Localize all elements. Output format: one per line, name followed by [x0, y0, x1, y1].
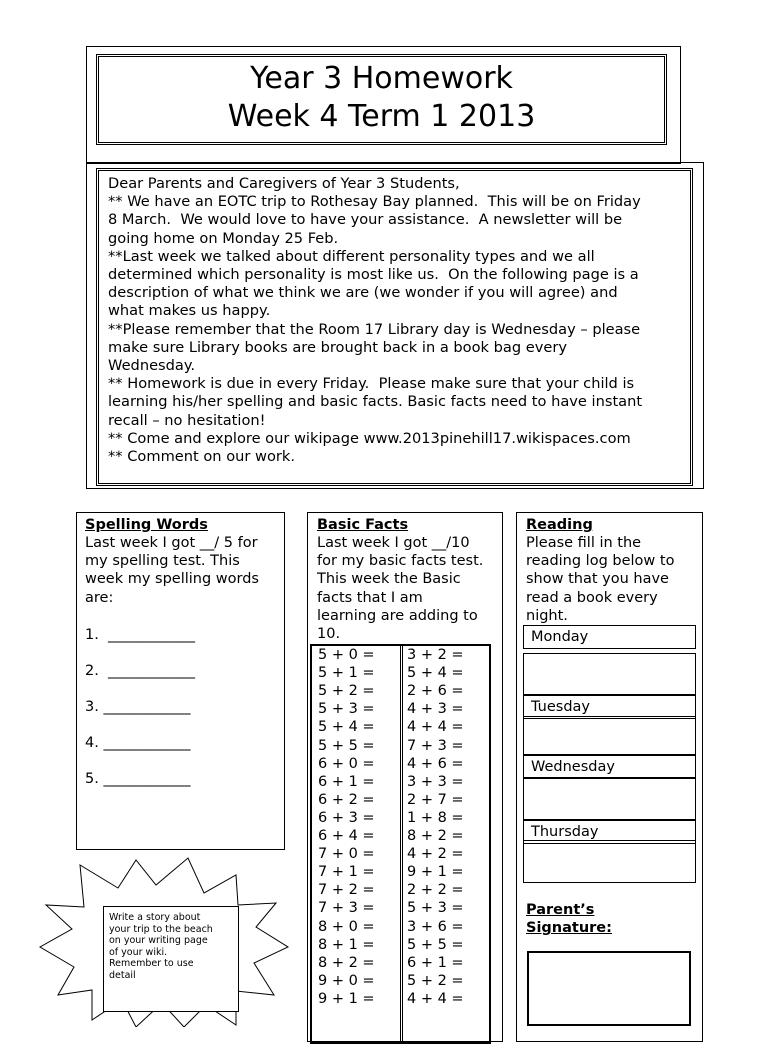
fact-right-2: 5 + 4 =: [407, 665, 464, 682]
reading-log-tuesday[interactable]: [523, 716, 696, 755]
fact-left-15: 7 + 3 =: [318, 900, 375, 917]
reading-day-thursday: Thursday: [523, 820, 696, 844]
page-title: Year 3 Homework: [250, 61, 513, 96]
parent-signature-label: Parent’s Signature:: [526, 902, 612, 937]
fact-left-11: 6 + 4 =: [318, 828, 375, 844]
basic-facts-intro: Last week I got __/10 for my basic facts test. This week the Basic facts that I am learning are adding to 10.: [317, 535, 484, 643]
reading-log-wednesday[interactable]: [523, 777, 696, 820]
fact-right-20: 4 + 4 =: [407, 990, 464, 1007]
fact-left-18: 8 + 2 =: [318, 954, 375, 971]
fact-left-8: 6 + 1 =: [318, 773, 375, 790]
fact-left-2: 5 + 1 =: [318, 665, 375, 682]
title-box: [96, 54, 667, 145]
page-subtitle: Week 4 Term 1 2013: [227, 99, 536, 134]
fact-right-12: 4 + 2 =: [407, 846, 464, 863]
writing-task-note: [103, 906, 239, 1012]
fact-left-12: 7 + 0 =: [318, 846, 375, 863]
spelling-heading: Spelling Words: [85, 517, 208, 533]
fact-left-1: 5 + 0 =: [318, 647, 375, 663]
reading-log-monday[interactable]: [523, 653, 696, 695]
facts-column-divider: [400, 646, 403, 1042]
fact-right-7: 4 + 6 =: [407, 755, 464, 772]
reading-day-monday: Monday: [523, 625, 696, 649]
reading-heading: Reading: [526, 517, 593, 533]
fact-right-17: 5 + 5 =: [407, 936, 464, 953]
fact-left-14: 7 + 2 =: [318, 882, 375, 899]
letter-text: Dear Parents and Caregivers of Year 3 Students, ** We have an EOTC trip to Rothesay Bay planned. This will be on Friday 8 March. We would love to have your assistance. A newsletter will be going home on Monday 25 Feb. **Last week we talked about different personality types and we all determined which personality is most like us. On the following page is a description of what we think we are (we wonder if you will agree) and what makes us happy. **Please remember that the Room 17 Library day is Wednesday – please make sure Library books are brought back in a book bag every Wednesday. ** Homework is due in every Friday. Please make sure that your child is learning his/her spelling and basic facts. Basic facts need to have instant recall – no hesitation! ** Come and explore our wikipage www.2013pinehill17.wikispaces.com ** Comment on our work.: [108, 175, 643, 466]
spelling-blank-5[interactable]: 5. ____________: [85, 771, 191, 787]
spelling-intro: Last week I got __/ 5 for my spelling test. This week my spelling words are:: [85, 535, 259, 606]
reading-intro: Please fill in the reading log below to show that you have read a book every night.: [526, 535, 675, 624]
fact-left-4: 5 + 3 =: [318, 701, 375, 718]
spelling-blank-2[interactable]: 2. ____________: [85, 663, 196, 679]
fact-right-15: 5 + 3 =: [407, 900, 464, 917]
fact-left-6: 5 + 5 =: [318, 737, 375, 754]
fact-right-3: 2 + 6 =: [407, 683, 464, 700]
reading-log-thursday[interactable]: [523, 840, 696, 883]
reading-day-tuesday: Tuesday: [523, 695, 696, 719]
letter-box: [96, 168, 693, 486]
fact-right-5: 4 + 4 =: [407, 719, 464, 736]
parent-signature-box[interactable]: [527, 951, 691, 1026]
fact-left-9: 6 + 2 =: [318, 791, 375, 808]
fact-left-5: 5 + 4 =: [318, 719, 375, 736]
fact-right-14: 2 + 2 =: [407, 882, 464, 899]
spelling-section: [76, 512, 285, 850]
fact-right-13: 9 + 1 =: [407, 864, 464, 881]
spelling-blank-4[interactable]: 4. ____________: [85, 735, 191, 751]
basic-facts-table: [310, 644, 491, 1044]
fact-right-9: 2 + 7 =: [407, 791, 464, 808]
fact-left-10: 6 + 3 =: [318, 809, 375, 826]
fact-left-3: 5 + 2 =: [318, 683, 375, 700]
fact-left-13: 7 + 1 =: [318, 864, 375, 881]
fact-left-20: 9 + 1 =: [318, 990, 375, 1007]
fact-right-16: 3 + 6 =: [407, 918, 464, 935]
spelling-blank-3[interactable]: 3. ____________: [85, 699, 191, 715]
fact-right-6: 7 + 3 =: [407, 737, 464, 754]
fact-right-10: 1 + 8 =: [407, 809, 464, 826]
fact-left-19: 9 + 0 =: [318, 972, 375, 989]
fact-right-8: 3 + 3 =: [407, 773, 464, 790]
spelling-blank-1[interactable]: 1. ____________: [85, 627, 196, 643]
writing-task-text: Write a story about your trip to the beach on your writing page of your wiki. Remember to use detail: [109, 912, 213, 981]
fact-right-19: 5 + 2 =: [407, 972, 464, 989]
fact-right-1: 3 + 2 =: [407, 647, 464, 663]
fact-right-4: 4 + 3 =: [407, 701, 464, 718]
fact-left-16: 8 + 0 =: [318, 918, 375, 935]
fact-right-11: 8 + 2 =: [407, 828, 464, 844]
fact-left-17: 8 + 1 =: [318, 936, 375, 953]
fact-left-7: 6 + 0 =: [318, 755, 375, 772]
fact-right-18: 6 + 1 =: [407, 954, 464, 971]
basic-facts-heading: Basic Facts: [317, 517, 409, 533]
reading-day-wednesday: Wednesday: [523, 755, 696, 779]
